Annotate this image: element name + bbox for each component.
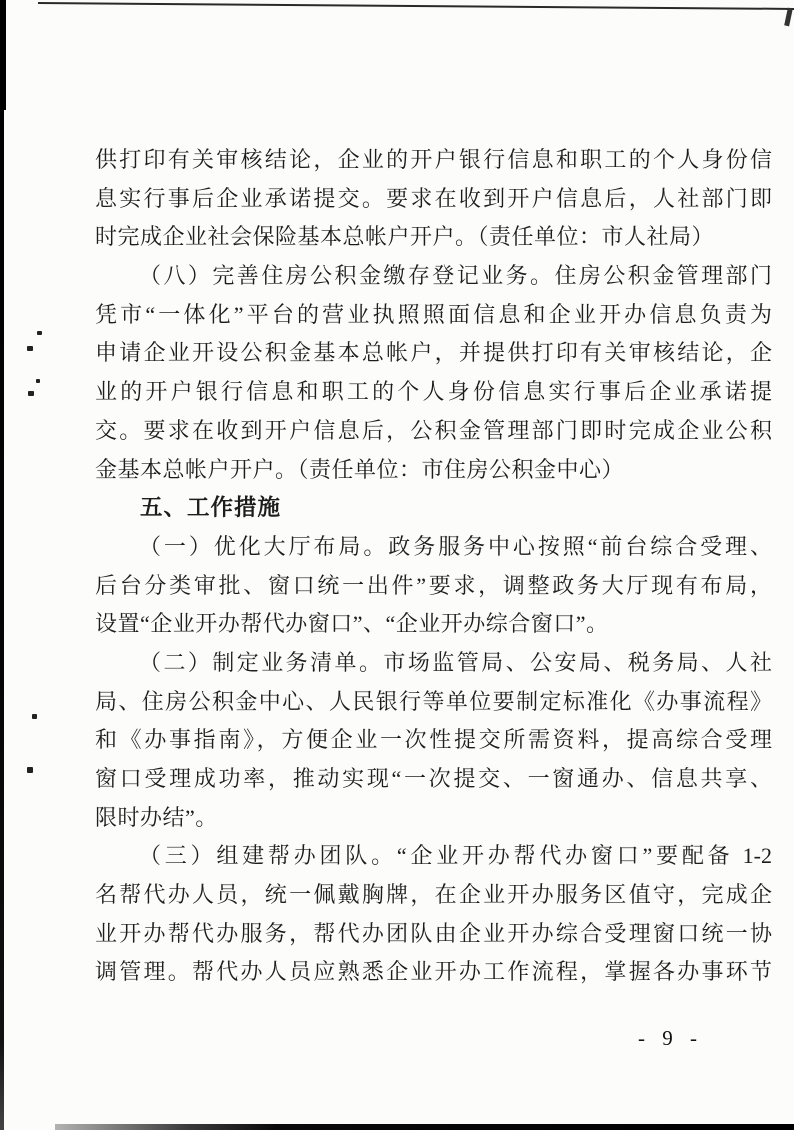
- scan-artifact-left-edge-bar-top: [0, 0, 6, 110]
- scan-artifact-bottom-bar: [55, 1124, 794, 1130]
- page-number: - 9 -: [638, 1026, 703, 1050]
- text-line: 限时办结”。: [95, 804, 218, 830]
- text-line: 金基本总帐户开户。（责任单位：市住房公积金中心）: [95, 456, 625, 482]
- text-line: （二）制定业务清单。市场监管局、公安局、税务局、人社: [139, 649, 772, 675]
- text-line: （一）优化大厅布局。政务服务中心按照“前台综合受理、: [139, 533, 772, 559]
- text-line: 业的开户银行信息和职工的个人身份信息实行事后企业承诺提: [95, 379, 772, 405]
- text-line: 供打印有关审核结论，企业的开户银行信息和职工的个人身份信: [95, 147, 772, 172]
- text-line: 后台分类审批、窗口统一出件”要求，调整政务大厅现有布局，: [95, 572, 772, 598]
- scan-artifact-speck: [28, 391, 34, 396]
- text-line: 凭市“一体化”平台的营业执照照面信息和企业开办信息负责为: [95, 301, 772, 327]
- scan-artifact-top-rule: [38, 2, 794, 10]
- scan-artifact-corner-mark: [784, 8, 793, 27]
- text-line: 名帮代办人员，统一佩戴胸牌，在企业开办服务区值守，完成企: [95, 882, 772, 908]
- scan-artifact-speck: [27, 767, 33, 773]
- document-body: [95, 141, 772, 992]
- text-line: 申请企业开设公积金基本总帐户，并提供打印有关审核结论，企: [95, 340, 772, 366]
- text-line: 和《办事指南》，方便企业一次性提交所需资料，提高综合受理: [95, 727, 772, 753]
- text-line: （八）完善住房公积金缴存登记业务。住房公积金管理部门: [139, 263, 772, 289]
- scan-artifact-left-edge-bar: [0, 0, 4, 1130]
- text-line: 交。要求在收到开户信息后，公积金管理部门即时完成企业公积: [95, 417, 772, 443]
- text-line: 息实行事后企业承诺提交。要求在收到开户信息后，人社部门即: [95, 185, 772, 211]
- section-heading: 五、工作措施: [140, 495, 282, 521]
- text-line: 调管理。帮代办人员应熟悉企业开办工作流程，掌握各办事环节: [95, 959, 772, 985]
- text-line: 局、住房公积金中心、人民银行等单位要制定标准化《办事流程》: [95, 688, 772, 714]
- text-line: 设置“企业开办帮代办窗口”、“企业开办综合窗口”。: [95, 611, 609, 637]
- text-line: 时完成企业社会保险基本总帐户开户。（责任单位：市人社局）: [95, 224, 715, 250]
- text-line: 窗口受理成功率，推动实现“一次提交、一窗通办、信息共享、: [95, 766, 772, 791]
- scan-artifact-speck: [32, 714, 37, 719]
- scan-artifact-speck: [36, 379, 40, 383]
- text-line: （三）组建帮办团队。“企业开办帮代办窗口”要配备 1-2: [139, 843, 772, 869]
- text-line: 业开办帮代办服务，帮代办团队由企业开办综合受理窗口统一协: [95, 920, 772, 946]
- scan-artifact-speck: [27, 346, 33, 351]
- scan-artifact-speck: [37, 331, 42, 335]
